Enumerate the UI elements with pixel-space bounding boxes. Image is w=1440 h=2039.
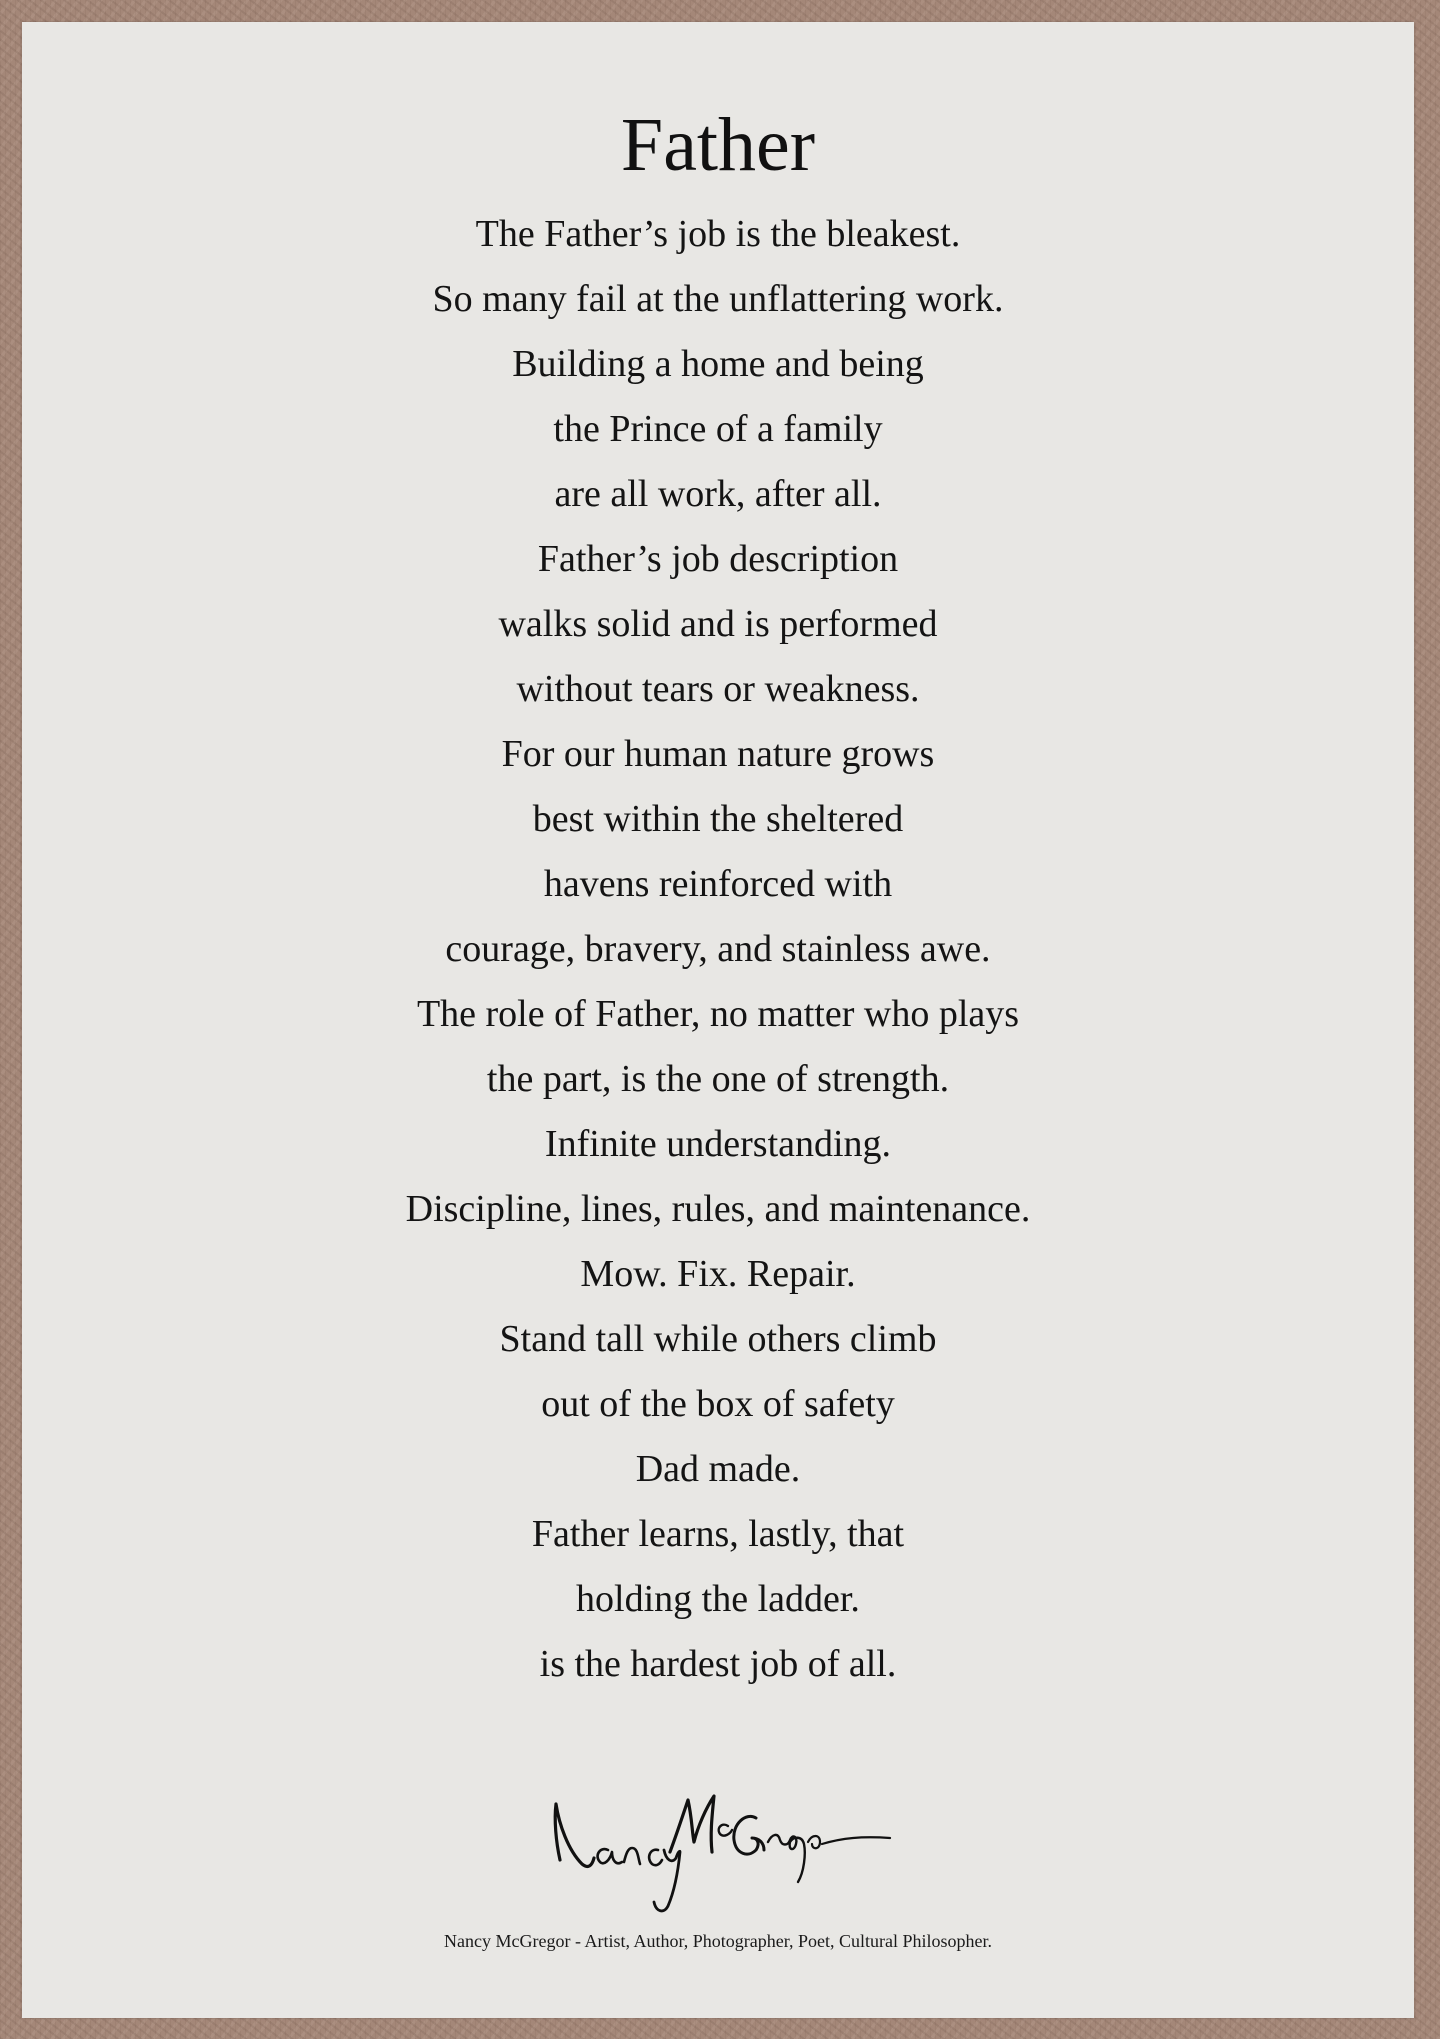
author-credit: Nancy McGregor - Artist, Author, Photographer, Poet, Cultural Philosopher. — [444, 1931, 992, 1951]
poem-line: The Father’s job is the bleakest. — [475, 213, 961, 255]
poem-line: without tears or weakness. — [516, 668, 920, 710]
poem-body — [22, 202, 1414, 1697]
poem-line: courage, bravery, and stainless awe. — [445, 928, 991, 970]
poem-line: the Prince of a family — [553, 408, 883, 450]
poem-line: Father’s job description — [537, 538, 899, 580]
poem-line: walks solid and is performed — [498, 603, 938, 645]
poem-line: the part, is the one of strength. — [486, 1058, 950, 1100]
poem-line: havens reinforced with — [543, 863, 893, 905]
poem-line: are all work, after all. — [554, 473, 882, 515]
poem-line: out of the box of safety — [541, 1383, 895, 1425]
poem-line: Infinite understanding. — [544, 1123, 892, 1165]
poem-line: Stand tall while others climb — [499, 1318, 937, 1360]
poem-line: The role of Father, no matter who plays — [416, 993, 1020, 1035]
poem-line: Dad made. — [635, 1448, 801, 1490]
handwritten-signature — [542, 1772, 902, 1932]
poem-line: Building a home and being — [512, 343, 924, 385]
poem-line: Father learns, lastly, that — [531, 1513, 905, 1555]
poem-line: best within the sheltered — [532, 798, 904, 840]
poem-line: is the hardest job of all. — [539, 1643, 897, 1685]
poem-line: For our human nature grows — [501, 733, 935, 775]
poem-line: Discipline, lines, rules, and maintenance. — [405, 1188, 1031, 1230]
poem-line: Mow. Fix. Repair. — [580, 1253, 856, 1295]
poem-line: holding the ladder. — [576, 1578, 860, 1620]
poem-line: So many fail at the unflattering work. — [432, 278, 1004, 320]
poem-paper — [22, 22, 1414, 2018]
poem-title: Father — [620, 103, 816, 187]
